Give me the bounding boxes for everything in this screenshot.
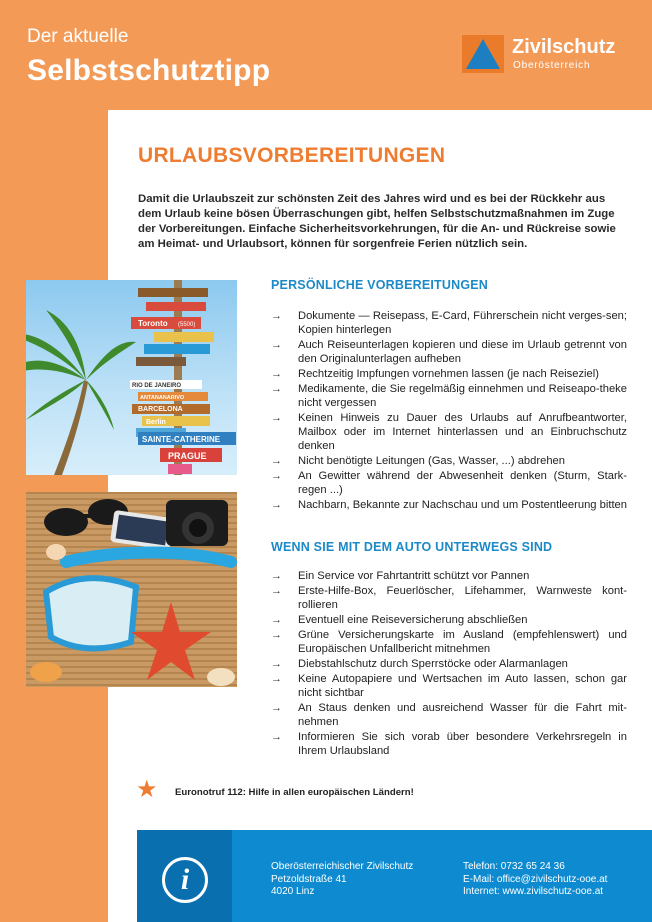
list-item-text: Nachbarn, Bekannte zur Nachschau und um Postentleerung bitten (298, 499, 627, 511)
sign-text: (5500) (178, 322, 196, 328)
logo-name: Zivilschutz (512, 36, 616, 58)
footer-street: Petzoldstraße 41 (271, 873, 347, 885)
arrow-icon: → (271, 614, 282, 626)
arrow-icon: → (271, 383, 282, 395)
list-item-text: Medikamente, die Sie regelmäßig einnehmen und Reiseapo-theke nicht vergessen (298, 383, 627, 409)
list-item-text: Eventuell eine Reiseversicherung abschließen (298, 614, 528, 626)
zivilschutz-logo (462, 35, 504, 73)
list-item-text: Rechtzeitig Impfungen vornehmen lassen (je nach Reiseziel) (298, 368, 599, 380)
footer-contact (463, 861, 607, 899)
list-item (271, 569, 627, 583)
sign-text: RIO DE JANEIRO (132, 383, 182, 389)
intro-paragraph: Damit die Urlaubszeit zur schönsten Zeit des Jahres wird und es bei der Rückkehr aus dem Urlaub keine bösen Überraschungen gibt, helfen Selbstschutzmaßnahmen im Zuge der Vorbereitungen. Einfache Sicherheitsvorkehrungen, für die An- und Rückreise sowie am Heimat- und Urlaubsort, können für sorgenfreie Ferien nützlich sein. (138, 193, 616, 250)
sign-text: SAINTE-CATHERINE (142, 435, 221, 444)
footer-org: Oberösterreichischer Zivilschutz (271, 861, 414, 872)
arrow-icon: → (271, 570, 282, 582)
list-item (271, 657, 627, 671)
arrow-icon: → (271, 629, 282, 641)
footer-address (271, 861, 413, 899)
footer-icon-panel (137, 830, 232, 922)
footer-city: 4020 Linz (271, 886, 315, 897)
sign-text: ANTANANARIVO (140, 395, 185, 401)
section-heading-personal: PERSÖNLICHE VORBEREITUNGEN (271, 278, 489, 292)
list-item (271, 469, 627, 497)
footer-website[interactable]: Internet: www.zivilschutz-ooe.at (463, 886, 604, 897)
list-item (271, 701, 627, 729)
list-item-text: Informieren Sie sich vorab über besondere Verkehrsregeln in Ihrem Urlaubsland (298, 731, 627, 757)
list-item-text: Keinen Hinweis zu Dauer des Urlaubs auf Anrufbeantworter, Mailbox oder im Internet hinterlassen und an Einbruchschutz denken (298, 412, 627, 452)
arrow-icon: → (271, 731, 282, 743)
list-item-text: Nicht benötigte Leitungen (Gas, Wasser, ...) abdrehen (298, 455, 565, 467)
sign-text: BARCELONA (138, 406, 183, 413)
list-item (271, 628, 627, 656)
logo-subtitle: Oberösterreich (513, 60, 591, 71)
list-item-text: Grüne Versicherungskarte im Ausland (empfehlenswert) und Europäischen Unfallbericht mitnehmen (298, 629, 627, 655)
signpost-illustration (26, 280, 237, 475)
list-item (271, 498, 627, 512)
arrow-icon: → (271, 673, 282, 685)
list-item (271, 382, 627, 410)
list-item-text: An Staus denken und ausreichend Wasser für die Fahrt mit-nehmen (298, 702, 627, 728)
list-item (271, 338, 627, 366)
list-item (271, 367, 627, 381)
header-title: Selbstschutztipp (27, 54, 271, 87)
list-item-text: Ein Service vor Fahrtantritt schützt vor Pannen (298, 570, 530, 582)
arrow-icon: → (271, 368, 282, 380)
arrow-icon: → (271, 470, 282, 482)
footer-phone: Telefon: 0732 65 24 36 (463, 861, 565, 872)
section-heading-car: WENN SIE MIT DEM AUTO UNTERWEGS SIND (271, 540, 553, 554)
list-item (271, 730, 627, 758)
list-item (271, 613, 627, 627)
triangle-icon (466, 39, 500, 69)
footer (137, 830, 652, 922)
list-item-text: Auch Reiseunterlagen kopieren und diese im Urlaub getrennt von den Originalunterlagen aufheben (298, 339, 627, 365)
sign-text: PRAGUE (168, 451, 207, 461)
list-item-text: Keine Autopapiere und Wertsachen im Auto lassen, schon gar nicht sichtbar (298, 673, 627, 699)
personal-preparation-list (271, 309, 627, 513)
page-title: URLAUBSVORBEREITUNGEN (138, 144, 446, 167)
sign-text: Toronto (138, 319, 168, 328)
emergency-number-note: Euronotruf 112: Hilfe in allen europäischen Ländern! (175, 787, 414, 798)
footer-email[interactable]: E-Mail: office@zivilschutz-ooe.at (463, 873, 608, 885)
travel-items-illustration (26, 492, 237, 687)
sign-text: Berlin (146, 419, 166, 426)
info-icon: i (162, 857, 208, 903)
arrow-icon: → (271, 310, 282, 322)
arrow-icon: → (271, 455, 282, 467)
header-subtitle: Der aktuelle (27, 26, 129, 47)
arrow-icon: → (271, 702, 282, 714)
list-item-text: Diebstahlschutz durch Sperrstöcke oder Alarmanlagen (298, 658, 568, 670)
car-travel-list (271, 569, 627, 759)
arrow-icon: → (271, 339, 282, 351)
star-icon: ★ (136, 776, 158, 803)
list-item (271, 584, 627, 612)
list-item (271, 454, 627, 468)
arrow-icon: → (271, 412, 282, 424)
travel-items-photo (26, 492, 237, 687)
arrow-icon: → (271, 658, 282, 670)
arrow-icon: → (271, 585, 282, 597)
list-item (271, 672, 627, 700)
list-item (271, 411, 627, 453)
list-item (271, 309, 627, 337)
list-item-text: Erste-Hilfe-Box, Feuerlöscher, Lifehammer, Warnweste kont-rollieren (298, 585, 627, 611)
arrow-icon: → (271, 499, 282, 511)
list-item-text: An Gewitter während der Abwesenheit denken (Sturm, Stark-regen ...) (298, 470, 627, 496)
signpost-photo (26, 280, 237, 475)
list-item-text: Dokumente — Reisepass, E-Card, Führerschein nicht verges-sen; Kopien hinterlegen (298, 310, 627, 336)
